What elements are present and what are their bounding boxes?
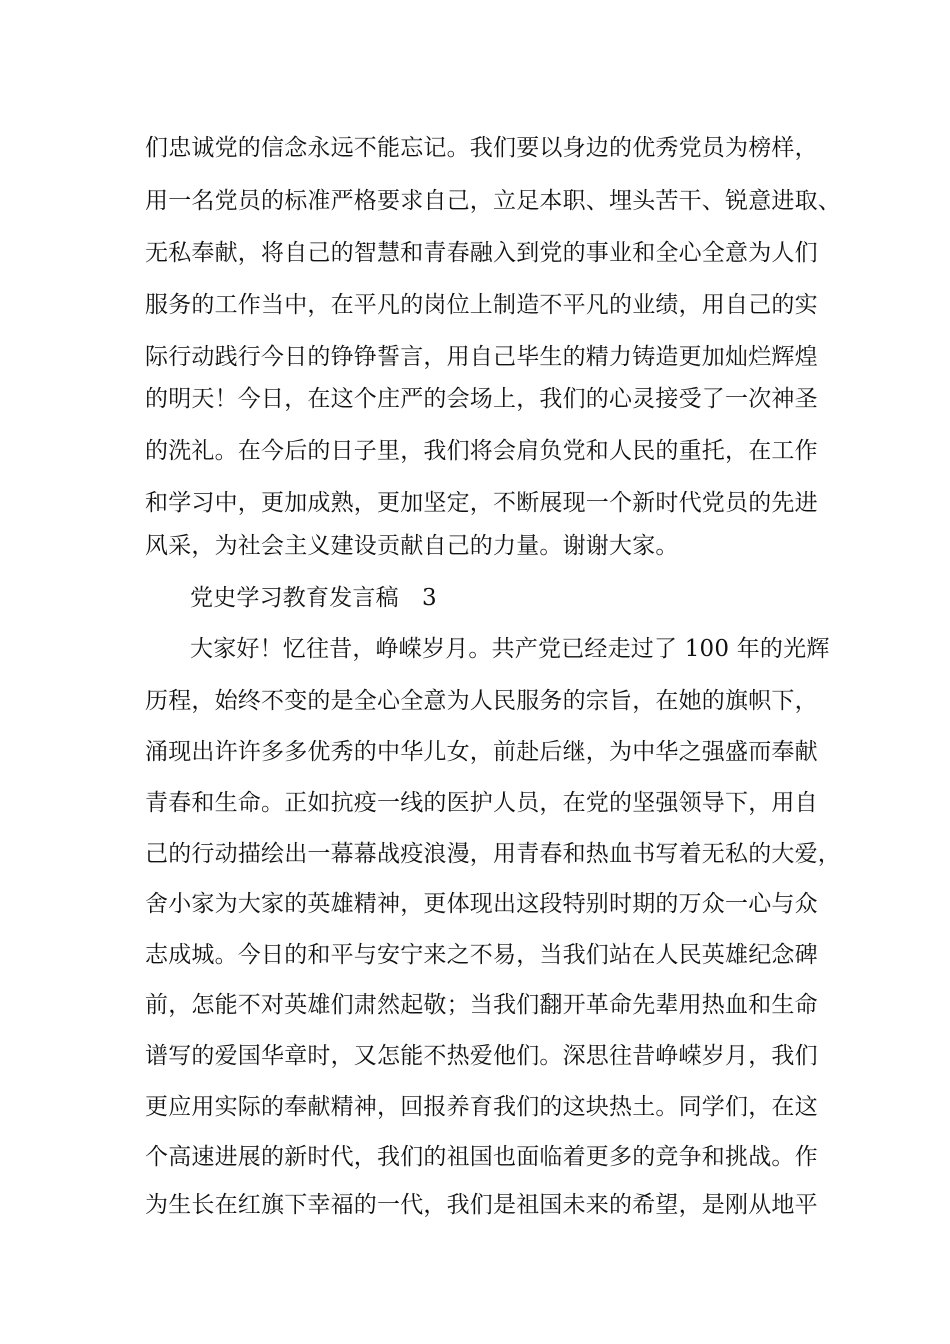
paragraph-2-line-5: 己的行动描绘出一幕幕战疫浪漫，用青春和热血书写着无私的大爱，: [145, 841, 841, 867]
paragraph-2-line-10: 更应用实际的奉献精神，回报养育我们的这块热土。同学们，在这: [145, 1094, 818, 1120]
paragraph-2-line-7: 志成城。今日的和平与安宁来之不易，当我们站在人民英雄纪念碑: [145, 942, 818, 968]
paragraph-2-line-4: 青春和生命。正如抗疫一线的医护人员，在党的坚强领导下，用自: [145, 790, 818, 816]
paragraph-1-line-2: 用一名党员的标准严格要求自己，立足本职、埋头苦干、锐意进取、: [145, 188, 841, 214]
paragraph-1-line-7: 的洗礼。在今后的日子里，我们将会肩负党和人民的重托，在工作: [145, 438, 818, 464]
paragraph-1-line-3: 无私奉献，将自己的智慧和青春融入到党的事业和全心全意为人们: [145, 240, 818, 266]
paragraph-1-line-1: 们忠诚党的信念永远不能忘记。我们要以身边的优秀党员为榜样，: [145, 135, 818, 161]
paragraph-2-line-1: 大家好！忆往昔，峥嵘岁月。共产党已经走过了 100 年的光辉: [190, 636, 830, 662]
paragraph-2-line-6: 舍小家为大家的英雄精神，更体现出这段特别时期的万众一心与众: [145, 891, 818, 917]
paragraph-1-line-8: 和学习中，更加成熟，更加坚定，不断展现一个新时代党员的先进: [145, 490, 818, 516]
paragraph-1-line-9: 风采，为社会主义建设贡献自己的力量。谢谢大家。: [145, 533, 679, 559]
paragraph-2-line-9: 谱写的爱国华章时，又怎能不热爱他们。深思往昔峥嵘岁月，我们: [145, 1043, 818, 1069]
paragraph-2-line-8: 前，怎能不对英雄们肃然起敬；当我们翻开革命先辈用热血和生命: [145, 992, 818, 1018]
paragraph-2-line-12: 为生长在红旗下幸福的一代，我们是祖国未来的希望，是刚从地平: [145, 1192, 818, 1218]
paragraph-1-line-5: 际行动践行今日的铮铮誓言，用自己毕生的精力铸造更加灿烂辉煌: [145, 344, 818, 370]
paragraph-2-line-3: 涌现出许许多多优秀的中华儿女，前赴后继，为中华之强盛而奉献: [145, 739, 818, 765]
paragraph-2-line-11: 个高速进展的新时代，我们的祖国也面临着更多的竞争和挑战。作: [145, 1144, 818, 1170]
paragraph-1-line-4: 服务的工作当中，在平凡的岗位上制造不平凡的业绩，用自己的实: [145, 292, 818, 318]
section-heading: 党史学习教育发言稿 3: [190, 585, 437, 611]
paragraph-1-line-6: 的明天！今日，在这个庄严的会场上，我们的心灵接受了一次神圣: [145, 386, 818, 412]
paragraph-2-line-2: 历程，始终不变的是全心全意为人民服务的宗旨，在她的旗帜下，: [145, 688, 818, 714]
